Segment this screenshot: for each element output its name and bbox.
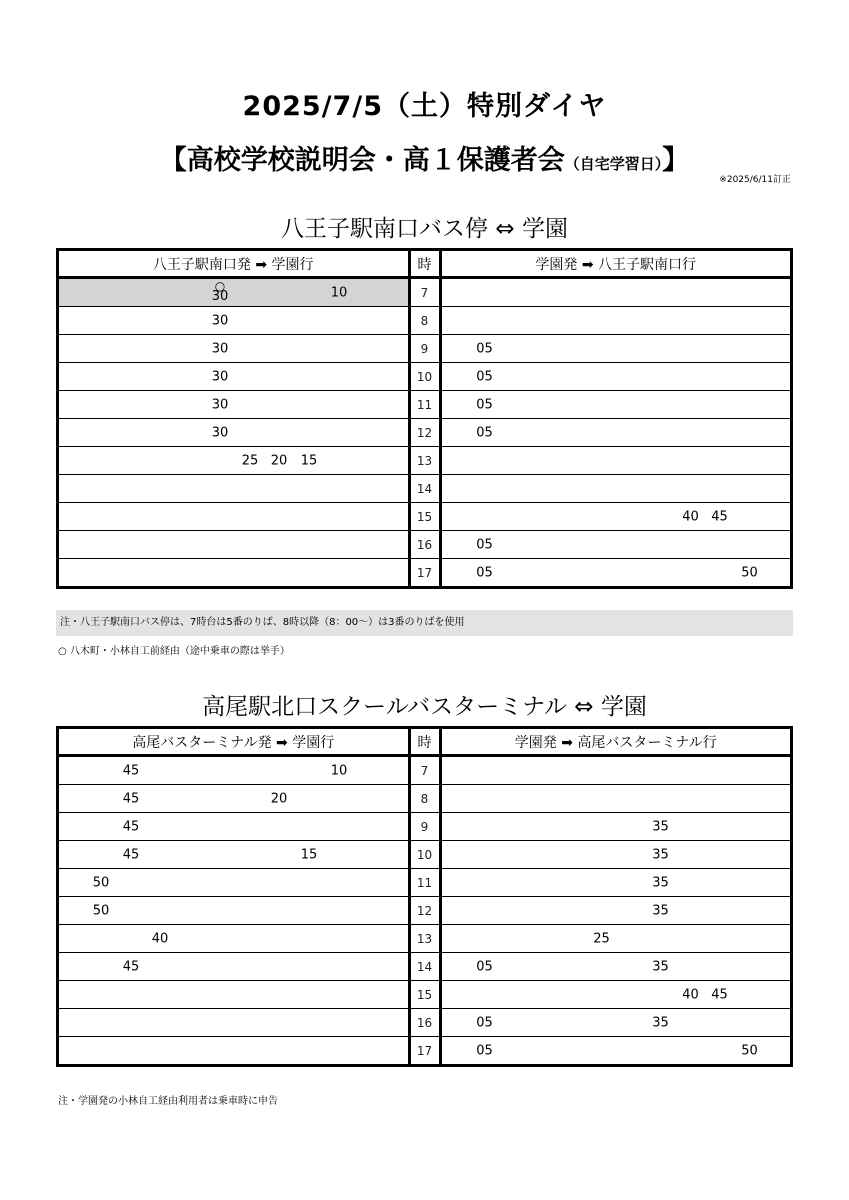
page-title: 2025/7/5（土）特別ダイヤ [242, 91, 607, 122]
section1-col-outbound: 八王子駅南口発 ➡ 学園行 [58, 250, 410, 278]
departures-return [440, 1037, 792, 1066]
section1-col-hour: 時 [409, 250, 440, 278]
section2-col-return: 学園発 ➡ 高尾バスターミナル行 [440, 728, 792, 756]
departures-outbound [58, 447, 410, 475]
departure-minute: 10 [330, 285, 348, 300]
departure-minute: 30 [211, 289, 229, 304]
departures-outbound [58, 841, 410, 869]
departure-minute: 05 [476, 537, 493, 552]
departures-outbound [58, 531, 410, 559]
hour-cell: 17 [409, 1037, 440, 1066]
subtitle-small: （自宅学習日） [564, 155, 663, 173]
departures-return [440, 981, 792, 1009]
table-row [58, 391, 792, 419]
departures-outbound [58, 981, 410, 1009]
via-mark: ○ [214, 279, 226, 293]
departure-minute: 25 [241, 453, 259, 468]
table-row [58, 925, 792, 953]
section1-col-return: 学園発 ➡ 八王子駅南口行 [440, 250, 792, 278]
hour-cell: 11 [409, 391, 440, 419]
departures-outbound [58, 756, 410, 785]
departure-minute: 05 [476, 341, 493, 356]
hour-cell: 12 [409, 897, 440, 925]
departures-return [440, 475, 792, 503]
section2-col-hour: 時 [409, 728, 440, 756]
hour-cell: 9 [409, 813, 440, 841]
departures-outbound [58, 869, 410, 897]
hour-cell: 13 [409, 447, 440, 475]
departure-minute: 50 [92, 903, 110, 918]
departures-outbound [58, 335, 410, 363]
departures-return [440, 925, 792, 953]
departure-minute: 20 [270, 453, 288, 468]
hour-cell: 11 [409, 869, 440, 897]
table-row [58, 981, 792, 1009]
departure-minute: 05 [476, 1043, 493, 1058]
hour-cell: 8 [409, 785, 440, 813]
departures-return [440, 419, 792, 447]
departure-minute: 45 [711, 509, 728, 524]
departures-outbound [58, 953, 410, 981]
table-row [58, 1009, 792, 1037]
departure-minute: 45 [122, 763, 140, 778]
hour-cell: 10 [409, 841, 440, 869]
departure-minute: 25 [593, 931, 610, 946]
hour-cell: 7 [409, 756, 440, 785]
table-row [58, 335, 792, 363]
section1-title: 八王子駅南口バス停 ⇔ 学園 [281, 216, 568, 242]
departure-minute: 30 [211, 341, 229, 356]
hour-cell: 10 [409, 363, 440, 391]
table-row [58, 813, 792, 841]
table-row [58, 278, 792, 307]
departure-minute: 50 [741, 565, 758, 580]
section1-mark-legend: ○ 八木町・小林自工前経由（途中乗車の際は挙手） [58, 646, 290, 657]
departure-minute: 30 [211, 397, 229, 412]
hour-cell: 16 [409, 531, 440, 559]
hour-cell: 7 [409, 278, 440, 307]
departure-minute: 35 [652, 1015, 669, 1030]
table-row [58, 363, 792, 391]
table-row [58, 447, 792, 475]
departures-return [440, 278, 792, 307]
departures-return [440, 307, 792, 335]
departures-return [440, 841, 792, 869]
departure-minute: 20 [270, 791, 288, 806]
departures-return [440, 559, 792, 588]
departures-outbound [58, 925, 410, 953]
departure-minute: 05 [476, 369, 493, 384]
departures-return [440, 813, 792, 841]
departures-return [440, 897, 792, 925]
departure-minute: 15 [300, 847, 318, 862]
table-row [58, 419, 792, 447]
departures-return [440, 335, 792, 363]
departure-minute: 40 [682, 987, 699, 1002]
departures-outbound [58, 897, 410, 925]
departures-return [440, 869, 792, 897]
departure-minute: 30 [211, 369, 229, 384]
table-row [58, 307, 792, 335]
departures-return [440, 391, 792, 419]
departure-minute: 10 [330, 763, 348, 778]
departures-outbound [58, 419, 410, 447]
section2-timetable [56, 726, 793, 1067]
table-row [58, 869, 792, 897]
section2-title: 高尾駅北口スクールバスターミナル ⇔ 学園 [202, 694, 647, 720]
subtitle-end: 】 [662, 145, 690, 176]
revision-note: ※2025/6/11訂正 [719, 175, 791, 185]
hour-cell: 17 [409, 559, 440, 588]
departures-return [440, 785, 792, 813]
departures-return [440, 1009, 792, 1037]
section2-note: 注・学園発の小林自工経由利用者は乗車時に申告 [58, 1096, 278, 1107]
departure-minute: 40 [682, 509, 699, 524]
table-row [58, 841, 792, 869]
departures-outbound [58, 391, 410, 419]
departure-minute: 45 [122, 819, 140, 834]
departure-minute: 35 [652, 903, 669, 918]
departures-return [440, 363, 792, 391]
departure-minute: 30 [211, 425, 229, 440]
hour-cell: 13 [409, 925, 440, 953]
departure-minute: 35 [652, 847, 669, 862]
departures-outbound [58, 307, 410, 335]
departures-outbound [58, 475, 410, 503]
departure-minute: 15 [300, 453, 318, 468]
departure-minute: 05 [476, 425, 493, 440]
departure-minute: 45 [711, 987, 728, 1002]
departures-outbound [58, 559, 410, 588]
section2-col-outbound: 高尾バスターミナル発 ➡ 学園行 [58, 728, 410, 756]
table-row [58, 531, 792, 559]
departure-minute: 40 [151, 931, 169, 946]
table-row [58, 503, 792, 531]
subtitle-main: 【高校学校説明会・高１保護者会 [159, 145, 565, 176]
hour-cell: 16 [409, 1009, 440, 1037]
departure-minute: 05 [476, 565, 493, 580]
hour-cell: 9 [409, 335, 440, 363]
departures-outbound [58, 1009, 410, 1037]
departures-outbound [58, 503, 410, 531]
departure-minute: 45 [122, 847, 140, 862]
departures-return [440, 756, 792, 785]
departure-minute: 35 [652, 959, 669, 974]
departure-minute: 45 [122, 791, 140, 806]
section1-timetable [56, 248, 793, 589]
departure-minute: 50 [741, 1043, 758, 1058]
departures-return [440, 503, 792, 531]
departure-minute: 50 [92, 875, 110, 890]
table-row [58, 1037, 792, 1066]
departures-outbound [58, 813, 410, 841]
table-row [58, 785, 792, 813]
hour-cell: 8 [409, 307, 440, 335]
departures-return [440, 447, 792, 475]
departures-return [440, 953, 792, 981]
table-row [58, 897, 792, 925]
table-row [58, 756, 792, 785]
table-row [58, 559, 792, 588]
hour-cell: 12 [409, 419, 440, 447]
hour-cell: 14 [409, 953, 440, 981]
departures-outbound [58, 278, 410, 307]
departure-minute: 05 [476, 397, 493, 412]
departure-minute: 35 [652, 875, 669, 890]
hour-cell: 15 [409, 981, 440, 1009]
departure-minute: 05 [476, 959, 493, 974]
departures-outbound [58, 363, 410, 391]
departure-minute: 30 [211, 313, 229, 328]
departures-outbound [58, 1037, 410, 1066]
departure-minute: 05 [476, 1015, 493, 1030]
table-row [58, 953, 792, 981]
section1-note: 注・八王子駅南口バス停は、7時台は5番のりば、8時以降（8：00～）は3番のりばを使用 [56, 610, 793, 636]
table-row [58, 475, 792, 503]
hour-cell: 15 [409, 503, 440, 531]
departures-outbound [58, 785, 410, 813]
departures-return [440, 531, 792, 559]
departure-minute: 35 [652, 819, 669, 834]
hour-cell: 14 [409, 475, 440, 503]
departure-minute: 45 [122, 959, 140, 974]
